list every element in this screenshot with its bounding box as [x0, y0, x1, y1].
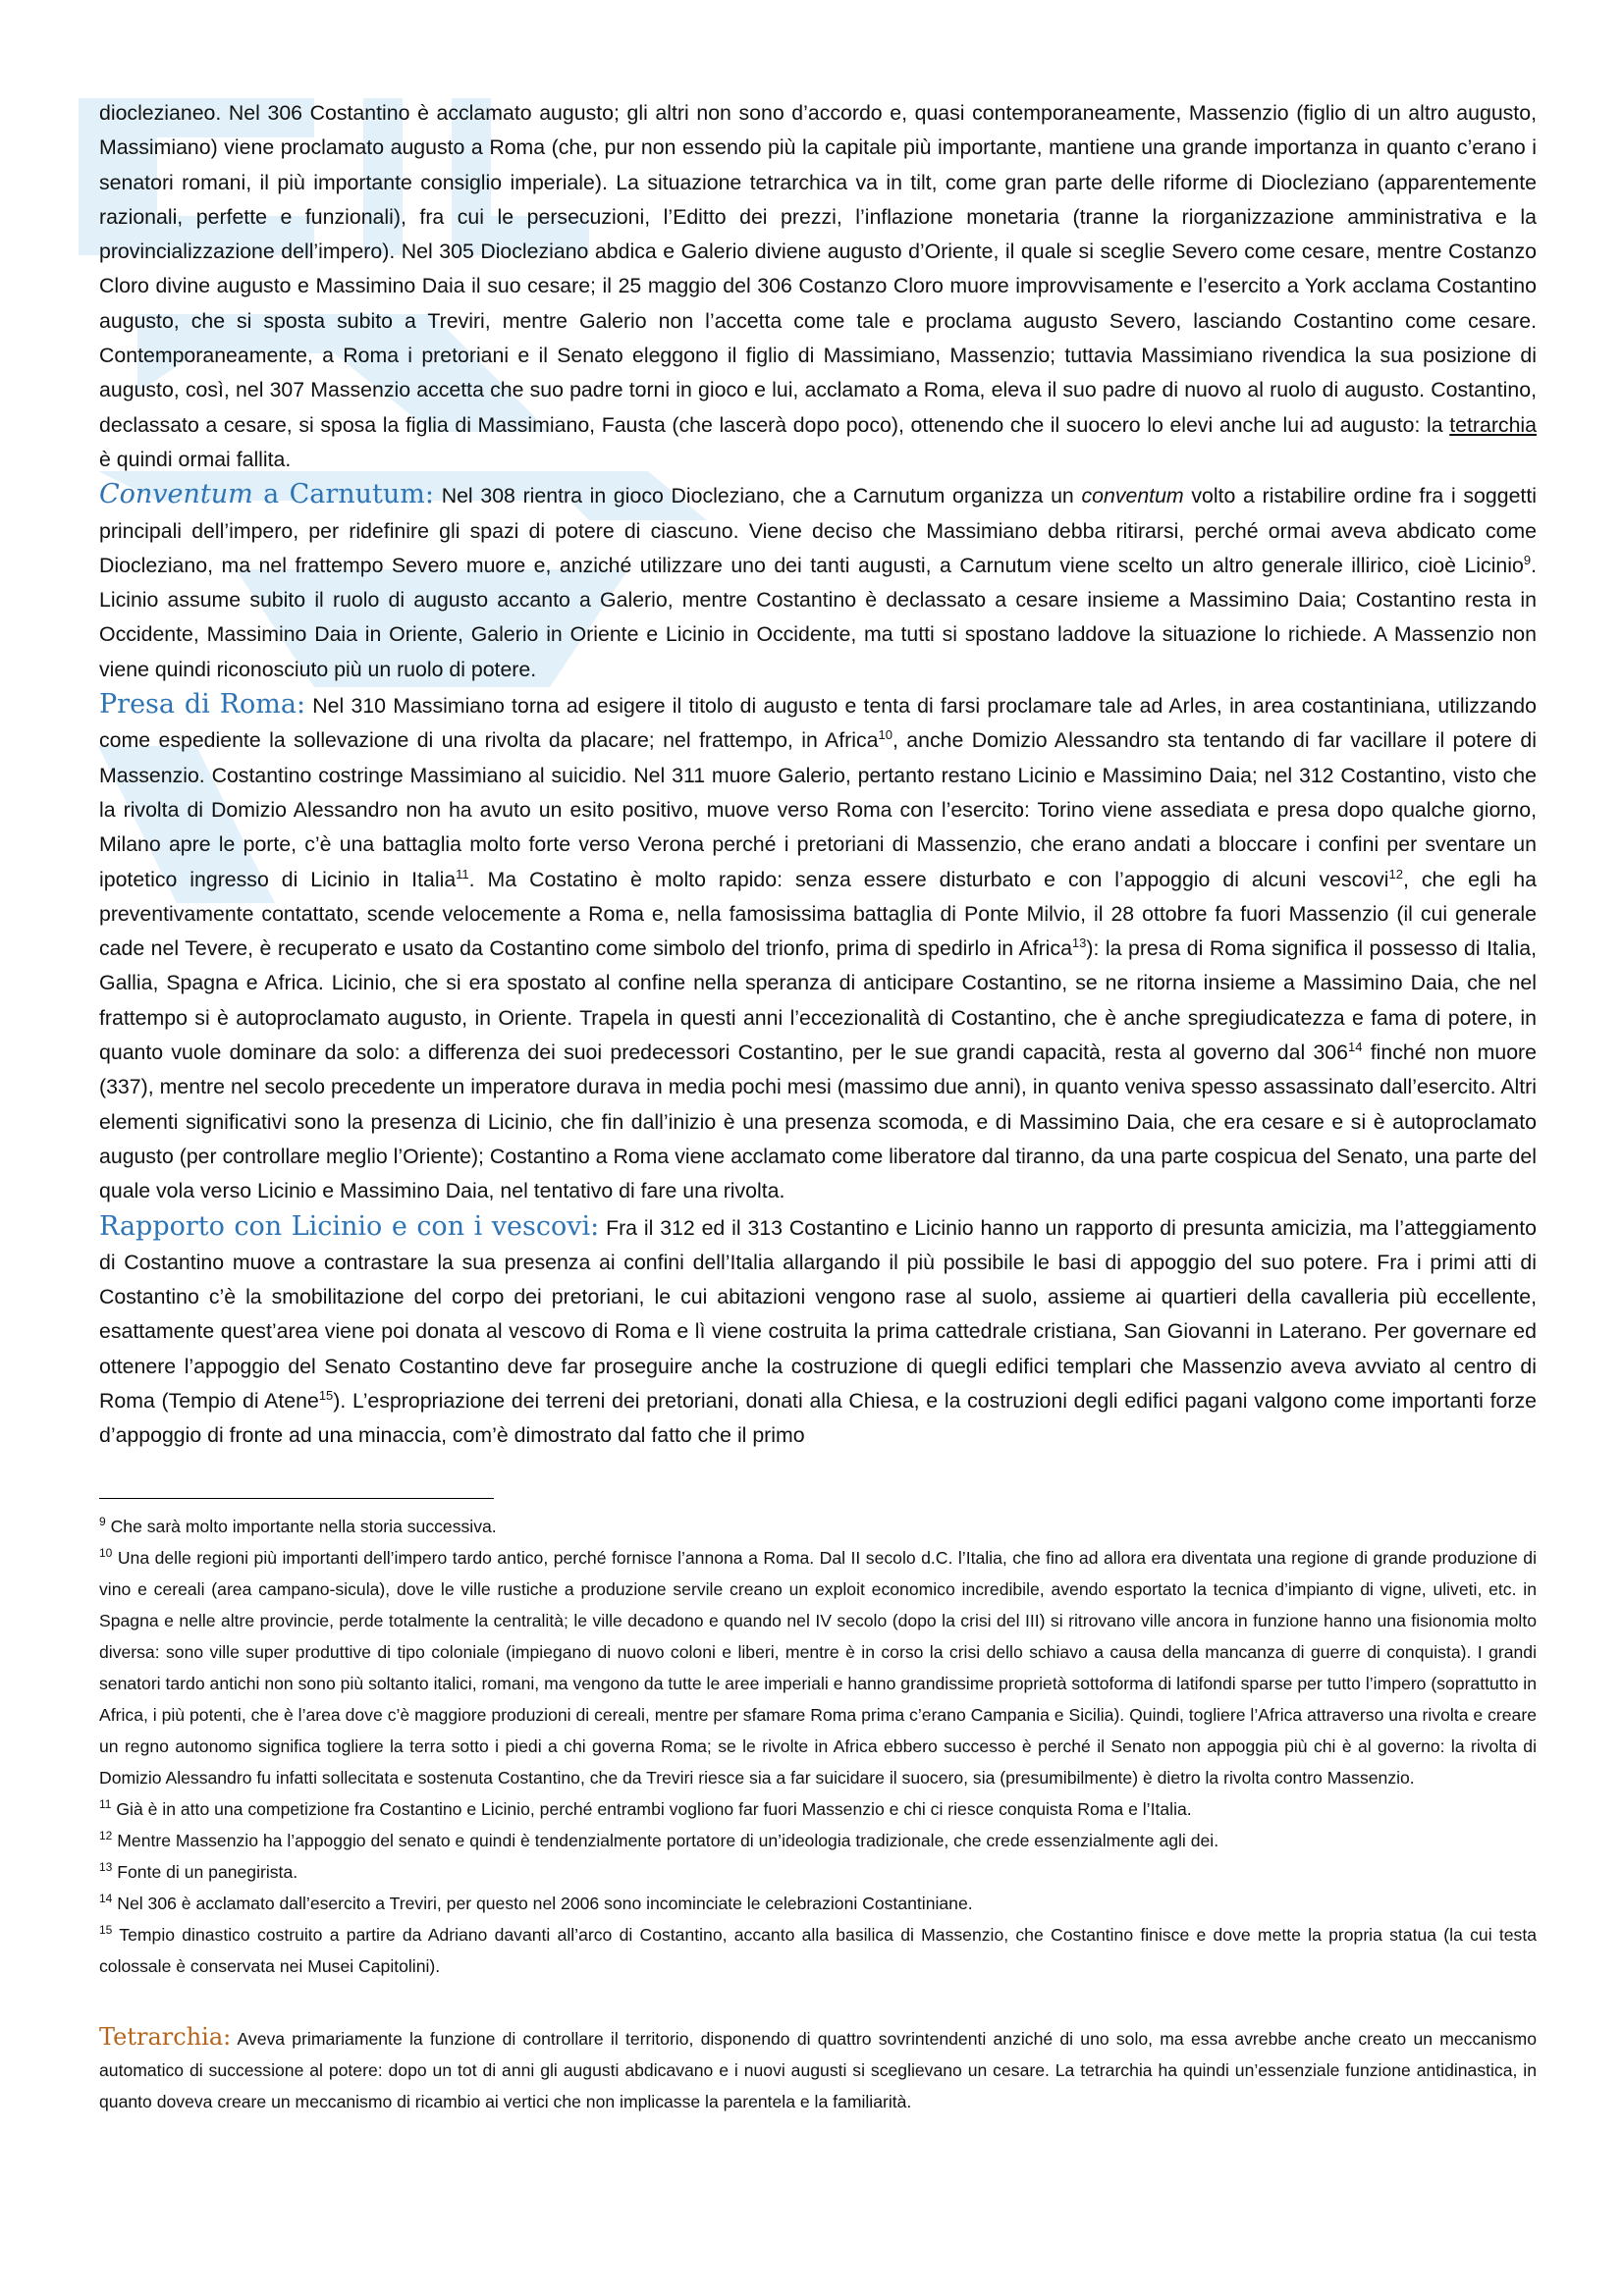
footnote-item: $^{13}$ Fonte di un panegirista.: [99, 1859, 298, 1882]
footnote-ref-11: 11: [456, 866, 469, 881]
footnote-item: $^{11}$ Già è in atto una competizione fra Costantino e Licinio, perché entrambi vogliono far fuori Massenzio e chi ci riesce conquista Roma e l’Italia.: [99, 1796, 1192, 1819]
footnote-ref-12: 12: [1388, 866, 1403, 881]
footnote-item: $^{15}$ Tempio dinastico costruito a partire da Adriano davanti all’arco di Costantino, accanto alla basilica di Massenzio, che Costantino finisce e dove mette la propria statua (la cui testa colossale è conservata nei Musei Capitolini).: [99, 1922, 1537, 1976]
page-content: [99, 96, 1537, 2134]
footnote-divider: [99, 1498, 494, 1499]
tetrarchia-underlined: tetrarchia: [1449, 412, 1537, 437]
footnote-item: $^{12}$ Mentre Massenzio ha l’appoggio del senato e quindi è tendenzialmente portatore di un’ideologia tradizionale, che crede essenzialmente agli dei.: [99, 1828, 1219, 1850]
intro-paragraph: dioclezianeo. Nel 306 Costantino è acclamato augusto; gli altri non sono d’accordo e, quasi contemporaneamente, Massenzio (figlio di un altro augusto, Massimiano) viene proclamato augusto a Roma (che, pur non essendo più la capitale più importante, mantiene una grande importanza in quanto c’erano i senatori romani, il più importante consiglio imperiale). La situazione tetrarchica va in tilt, come gran parte delle riforme di Diocleziano (apparentemente razionali, perfette e funzionali), fra cui le persecuzioni, l’Editto dei prezzi, l’inflazione monetaria (tranne la riorganizzazione amministrativa e la provincializzazione dell’impero). Nel 305 Diocleziano abdica e Galerio diviene augusto d’Oriente, il quale si sceglie Severo come cesare, mentre Costanzo Cloro divine augusto e Massimino Daia il suo cesare; il 25 maggio del 306 Costanzo Cloro muore improvvisamente e l’esercito a York acclama Costantino augusto, che si sposta subito a Treviri, mentre Galerio non l’accetta come tale e proclama augusto Severo, lasciando Costantino come cesare. Contemporaneamente, a Roma i pretoriani e il Senato eleggono il figlio di Massimiano, Massenzio; tuttavia Massimiano rivendica la sua posizione di augusto, così, nel 307 Massenzio accetta che suo padre torni in gioco e lui, acclamato a Roma, eleva il suo padre di nuovo al ruolo di augusto. Costantino, declassato a cesare, si sposa la figlia di Massimiano, Fausta (che lascerà dopo poco), ottenendo che il suocero lo elevi anche lui ad augusto: la tetrarchia è quindi ormai fallita.: [99, 101, 1537, 471]
tetrarchia-heading: Tetrarchia:: [99, 2022, 232, 2051]
tetrarchia-note: Tetrarchia: Aveva primariamente la funzione di controllare il territorio, disponendo di quattro sovrintendenti anziché di uno solo, ma essa avrebbe anche creato un meccanismo automatico di successione al potere: dopo un tot di anni gli augusti abdicavano e i nuovi augusti si sceglievano un cesare. La tetrarchia ha quindi un’essenziale funzione antidinastica, in quanto doveva creare un meccanismo di ricambio ai vertici che non implicasse la parentela e la familiarità.: [99, 2022, 1537, 2111]
footnote-ref-15: 15: [318, 1387, 334, 1403]
presa-heading: Presa di Roma:: [99, 689, 306, 721]
footnote-ref-14: 14: [1347, 1039, 1363, 1054]
footnote-ref-10: 10: [878, 727, 893, 743]
footnote-ref-13: 13: [1071, 935, 1087, 951]
carnutum-paragraph: Conventum a Carnutum: Nel 308 rientra in gioco Diocleziano, che a Carnutum organizza un conventum volto a ristabilire ordine fra i soggetti principali dell’impero, per ridefinire gli spazi di potere di ciascuno. Viene deciso che Massimiano debba ritirarsi, perché ormai aveva abdicato come Diocleziano, ma nel frattempo Severo muore e, anziché utilizzare uno dei tanti augusti, a Carnutum viene scelto un altro generale illirico, cioè Licinio$^9$. Licinio assume subito il ruolo di augusto accanto a Galerio, mentre Costantino è declassato a cesare insieme a Massimino Daia; Costantino resta in Occidente, Massimino Daia in Oriente, Galerio in Oriente e Licinio in Occidente, ma tutti si spostano laddove la situazione lo richiede. A Massenzio non viene quindi riconosciuto più un ruolo di potere.: [99, 479, 1537, 681]
presa-paragraph: Presa di Roma: Nel 310 Massimiano torna ad esigere il titolo di augusto e tenta di farsi proclamare tale ad Arles, in area costantiniana, utilizzando come espediente la sollevazione di una rivolta da placare; nel frattempo, in Africa$^{10}$, anche Domizio Alessandro sta tentando di far vacillare il potere di Massenzio. Costantino costringe Massimiano al suicidio. Nel 311 muore Galerio, pertanto restano Licinio e Massimino Daia; nel 312 Costantino, visto che la rivolta di Domizio Alessandro non ha avuto un esito positivo, muove verso Roma con l’esercito: Torino viene assediata e presa dopo qualche giorno, Milano apre le porte, c’è una battaglia molto forte verso Verona perché i pretoriani di Massenzio, che erano andati a bloccare i confini per sventare un ipotetico ingresso di Licinio in Italia$^{11}$. Ma Costatino è molto rapido: senza essere disturbato e con l’appoggio di alcuni vescovi$^{12}$, che egli ha preventivamente contattato, scende velocemente a Roma e, nella famosissima battaglia di Ponte Milvio, il 28 ottobre fa fuori Massenzio (il cui generale cade nel Tevere, è recuperato e usato da Costantino come simbolo del trionfo, prima di spedirlo in Africa$^{13}$): la presa di Roma significa il possesso di Italia, Gallia, Spagna e Africa. Licinio, che si era spostato al confine nella speranza di anticipare Costantino, se ne ritorna insieme a Massimino Daia, che nel frattempo si è autoproclamato augusto, in Oriente. Trapela in questi anni l’eccezionalità di Costantino, che è anche spregiudicatezza e fama di potere, in quanto vuole dominare da solo: a differenza dei suoi predecessori Costantino, per le sue grandi capacità, resta al governo dal $306^{14}$ finché non muore (337), mentre nel secolo precedente un imperatore durava in media pochi mesi (massimo due anni), in quanto veniva spesso assassinato dall’esercito. Altri elementi significativi sono la presenza di Licinio, che fin dall’inizio è una presenza scomoda, e di Massimino Daia, che era cesare e si è autoproclamato augusto (per controllare meglio l’Oriente); Costantino a Roma viene acclamato come liberatore dal tiranno, da una parte cospicua del Senato, una parte del quale vola verso Licinio e Massimino Daia, nel tentativo di fare una rivolta.: [99, 689, 1537, 1203]
rapporto-heading: Rapporto con Licinio e con i vescovi:: [99, 1210, 600, 1242]
rapporto-paragraph: Rapporto con Licinio e con i vescovi: Fra il 312 ed il 313 Costantino e Licinio hanno un rapporto di presunta amicizia, ma l’atteggiamento di Costantino muove a contrastare la sua presenza ai confini dell’Italia allargando il più possibile le basi di appoggio del suo potere. Fra i primi atti di Costantino c’è la smobilitazione del corpo dei pretoriani, le cui abitazioni vengono rase al suolo, assieme ai quartieri della cavalleria più eccellente, esattamente quest’area viene poi donata al vescovo di Roma e lì viene costruita la prima cattedrale cristiana, San Giovanni in Laterano. Per governare ed ottenere l’appoggio del Senato Costantino deve far proseguire anche la costruzione di quegli edifici templari che Massenzio aveva avviato al centro di Roma (Tempio di Atene$^{15}$). L’espropriazione dei terreni dei pretoriani, donati alla Chiesa, e la costruzioni degli edifici pagani valgono come importanti forze d’appoggio di fronte ad una minaccia, com’è dimostrato dal fatto che il primo: [99, 1210, 1537, 1448]
carnutum-heading: Conventum a Carnutum:: [99, 479, 434, 510]
footnote-item: $^{14}$ Nel 306 è acclamato dall’esercito a Treviri, per questo nel 2006 sono incominciate le celebrazioni Costantiniane.: [99, 1891, 973, 1913]
footnote-item: $^9$ Che sarà molto importante nella storia successiva.: [99, 1514, 497, 1536]
footnote-item: $^{10}$ Una delle regioni più importanti dell’impero tardo antico, perché fornisce l’annona a Roma. Dal II secolo d.C. l’Italia, che fino ad allora era diventata una regione di grande produzione di vino e cereali (area campano-sicula), dove le ville rustiche a produzione servile creano un exploit economico incredibile, avendo esportato la tecnica d’impianto di vigne, uliveti, etc. in Spagna e nelle altre provincie, perde totalmente la centralità; le ville decadono e quando nel IV secolo (dopo la crisi del III) si ritrovano ville ancora in funzione hanno una fisionomia molto diversa: sono ville super produttive di tipo coloniale (impiegano di nuovo coloni e liberi, mentre è in corso la crisi dello schiavo a causa della mancanza di guerre di conquista). I grandi senatori tardo antichi non sono più soltanto italici, romani, ma vengono da tutte le aree imperiali e hanno grandissime proprietà sottoforma di latifondi sparse per tutto l’impero (soprattutto in Africa, i più potenti, che è l’area dove c’è maggiore produzioni di cereali, mentre per sfamare Roma prima c’erano Campania e Sicilia). Quindi, togliere l’Africa attraverso una rivolta e creare un regno autonomo significa togliere la terra sotto i piedi a chi governa Roma; se le rivolte in Africa ebbero successo è perché il Senato non appoggia più chi è al governo: la rivolta di Domizio Alessandro fu infatti sollecitata e sostenuta Costantino, che da Treviri riesce sia a far suicidare il suocero, sia (presumibilmente) è dietro la rivolta contro Massenzio.: [99, 1545, 1537, 1788]
footnote-ref-9: 9: [1523, 552, 1532, 567]
footnotes: [99, 1511, 1537, 1982]
